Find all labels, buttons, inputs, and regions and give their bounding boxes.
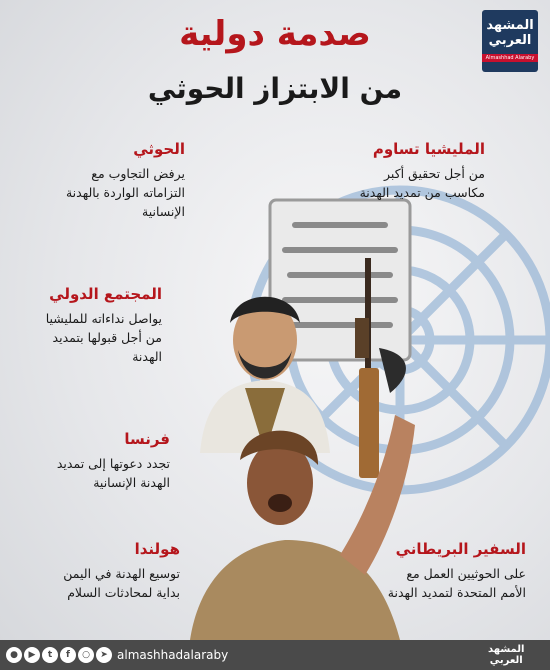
- section-line: التزاماته الواردة بالهدنة: [65, 185, 185, 200]
- section-line: توسيع الهدنة في اليمن: [63, 566, 180, 581]
- section-line: الإنسانية: [142, 204, 185, 219]
- section-heading: هولندا: [134, 540, 180, 558]
- section-line: تجدد دعوتها إلى تمديد: [56, 456, 170, 471]
- twitter-icon[interactable]: t: [42, 647, 58, 663]
- youtube-icon[interactable]: ▶: [24, 647, 40, 663]
- section-netherlands: [20, 540, 180, 602]
- section-international-community: [12, 285, 162, 366]
- page-title: صدمة دولية: [179, 14, 371, 54]
- social-handle[interactable]: almashhadalaraby: [117, 648, 229, 662]
- section-houthi: [15, 140, 185, 221]
- fighter-figure: [190, 405, 420, 640]
- telegram-icon[interactable]: ➤: [96, 647, 112, 663]
- section-france: [20, 430, 170, 492]
- logo-line2: العربي: [488, 33, 532, 48]
- section-line: من أجل قبولها بتمديد: [52, 330, 162, 345]
- page-subtitle: من الابتزاز الحوثي: [147, 72, 403, 105]
- section-line: مكاسب من تمديد الهدنة: [359, 185, 485, 200]
- facebook-icon[interactable]: f: [60, 647, 76, 663]
- section-line: من أجل تحقيق أكبر: [384, 166, 485, 181]
- section-line: الهدنة: [132, 349, 162, 364]
- logo-line1: المشهد: [486, 18, 534, 33]
- section-heading: الحوثي: [133, 140, 185, 158]
- footer-logo: [488, 644, 524, 666]
- section-heading: المجتمع الدولي: [49, 285, 162, 303]
- section-heading: السفير البريطاني: [395, 540, 526, 558]
- footer-logo-line2: العربي: [489, 655, 523, 666]
- snapchat-icon[interactable]: ●: [6, 647, 22, 663]
- section-line: بداية لمحادثات السلام: [67, 585, 180, 600]
- section-line: الهدنة الإنسانية: [93, 475, 170, 490]
- instagram-icon[interactable]: ○: [78, 647, 94, 663]
- section-line: يرفض التجاوب مع: [91, 166, 185, 181]
- section-heading: فرنسا: [124, 430, 170, 448]
- logo-tagline: Almashhad Alaraby: [482, 54, 538, 62]
- section-line: الأمم المتحدة لتمديد الهدنة: [387, 585, 526, 600]
- section-heading: المليشيا تساوم: [372, 140, 485, 158]
- footer-logo-line1: المشهد: [488, 644, 525, 655]
- section-british-ambassador: [336, 540, 526, 602]
- section-line: على الحوثيين العمل مع: [406, 566, 526, 581]
- section-line: يواصل نداءاته للمليشيا: [45, 311, 162, 326]
- section-militia: [295, 140, 485, 202]
